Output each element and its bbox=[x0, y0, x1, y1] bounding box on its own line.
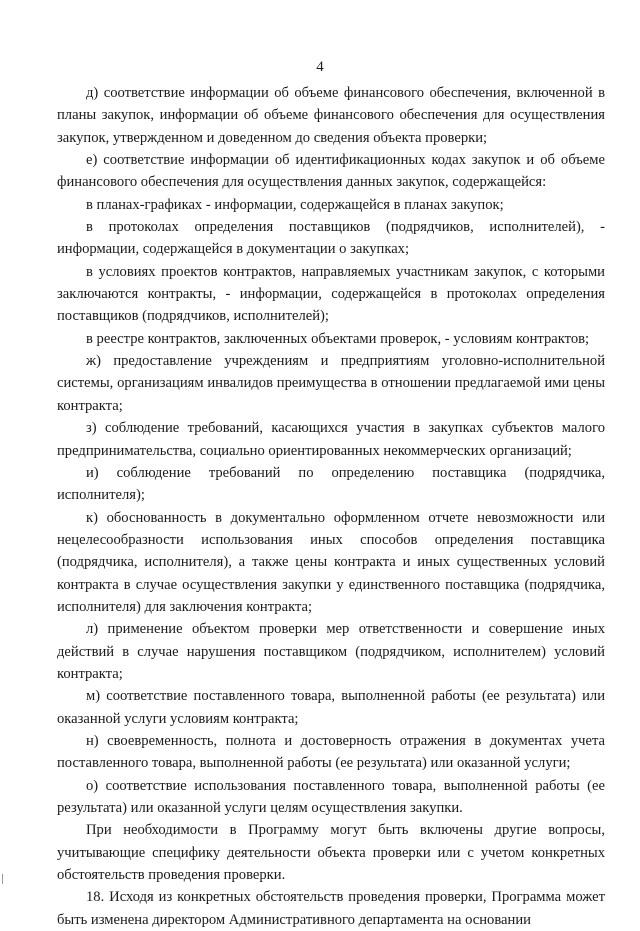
paragraph-i: и) соблюдение требований по определению поставщика (подрядчика, исполнителя); bbox=[57, 464, 605, 504]
paragraph-o: о) соответствие использования поставленного товара, выполненной работы (ее результата) или оказанной услуги целям осуществления закупки. bbox=[57, 777, 605, 816]
paragraph-e: е) соответствие информации об идентификационных кодах закупок и об объеме финансового обеспечения для осуществления данных закупок, содержащейся: bbox=[57, 152, 605, 191]
paragraph-d: д) соответствие информации об объеме финансового обеспечения, включенной в планы закупок, информации об объеме финансового обеспечения для осуществления закупок, утвержденном и доведенном до сведения объекта проверки; bbox=[57, 85, 605, 146]
paragraph-z: з) соблюдение требований, касающихся участия в закупках субъектов малого предпринимательства, социально ориентированных некоммерческих организаций; bbox=[57, 420, 605, 459]
scan-edge-mark bbox=[2, 874, 3, 884]
paragraph-m: м) соответствие поставленного товара, выполненной работы (ее результата) или оказанной услуги условиям контракта; bbox=[57, 688, 605, 727]
paragraph-18: 18. Исходя из конкретных обстоятельств проведения проверки, Программа может быть изменена директором Административного департамента на основании bbox=[57, 889, 605, 928]
document-body bbox=[57, 82, 605, 931]
paragraph-n: н) своевременность, полнота и достоверность отражения в документах учета поставленного товара, выполненной работы (ее результата) или оказанной услуги; bbox=[57, 732, 605, 772]
paragraph-additional-questions: При необходимости в Программу могут быть включены другие вопросы, учитывающие специфику деятельности объекта проверки или с учетом конкретных обстоятельств проведения проверки. bbox=[57, 822, 605, 884]
paragraph-e-registry: в реестре контрактов, заключенных объектами проверок, - условиям контрактов; bbox=[86, 330, 590, 347]
paragraph-zh: ж) предоставление учреждениям и предприятиям уголовно-исполнительной системы, организациям инвалидов преимущества в отношении предлагаемой ими цены контракта; bbox=[57, 353, 605, 414]
paragraph-e-protocols: в протоколах определения поставщиков (подрядчиков, исполнителей), - информации, содержащейся в документации о закупках; bbox=[57, 219, 605, 258]
paragraph-e-contract-terms: в условиях проектов контрактов, направляемых участникам закупок, с которыми заключаются контракты, - информации, содержащейся в протоколах определения поставщиков (подрядчиков, исполнителей); bbox=[57, 263, 605, 325]
paragraph-k: к) обоснованность в документально оформленном отчете невозможности или нецелесообразности использования иных способов определения поставщика (подрядчика, исполнителя), а также цены контракта и иных существенных условий контракта в случае осуществления закупки у единственного поставщика (подрядчика, исполнителя) для заключения контракта; bbox=[57, 509, 605, 615]
paragraph-l: л) применение объектом проверки мер ответственности и совершение иных действий в случае нарушения поставщиком (подрядчиком, исполнителем) условий контракта; bbox=[57, 621, 605, 682]
paragraph-e-plans: в планах-графиках - информации, содержащейся в планах закупок; bbox=[86, 196, 504, 213]
page-number: 4 bbox=[316, 59, 324, 75]
